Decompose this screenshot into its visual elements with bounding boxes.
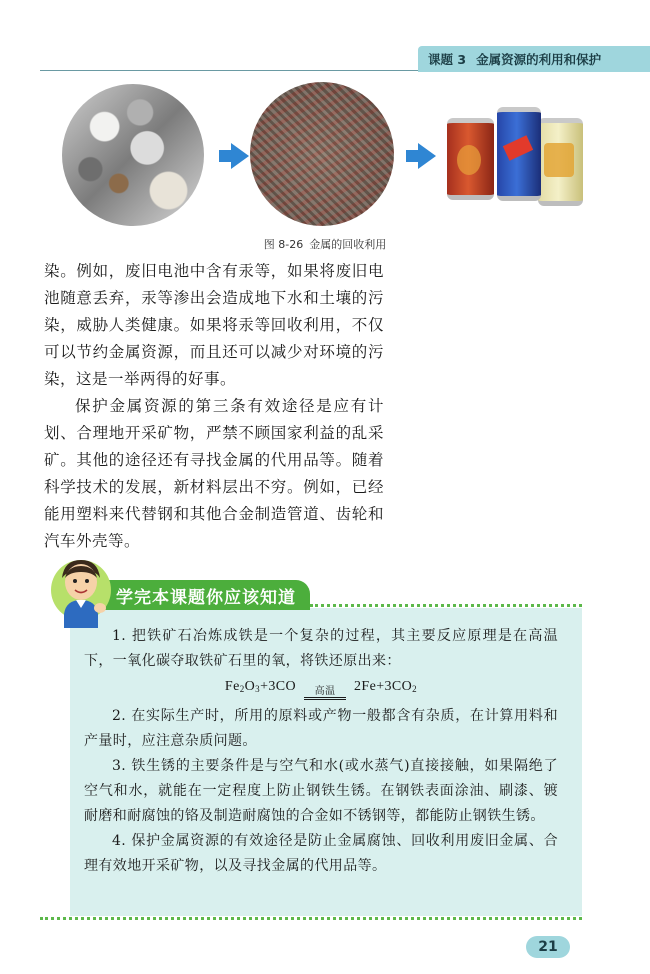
page-number: 21 (526, 936, 570, 958)
equals-sign (304, 697, 346, 700)
lesson-title: 金属资源的利用和保护 (476, 52, 602, 67)
can-blue (497, 107, 541, 201)
chapter-header (418, 46, 650, 72)
figure-caption-text: 金属的回收利用 (309, 238, 387, 251)
reaction-condition: 高温 (314, 686, 336, 697)
summary-bottom-border (40, 917, 582, 920)
waste-metal-photo (62, 84, 204, 226)
equation-right: $2Fe+3CO_2$ (354, 679, 418, 694)
body-text (44, 258, 384, 555)
lesson-label: 课题 3 (428, 52, 467, 67)
reaction-arrow (304, 686, 346, 700)
student-mascot-icon (48, 548, 114, 628)
summary-content (84, 624, 558, 879)
chemical-equation (84, 676, 558, 702)
summary-item-4: 4. 保护金属资源的有效途径是防止金属腐蚀、回收利用废旧金属、合理有效地开采矿物，以及寻找金属的代用品等。 (84, 833, 558, 874)
arrow-right-icon (418, 143, 436, 169)
summary-top-border (310, 604, 582, 607)
figure-caption (0, 236, 650, 252)
equation-left: $Fe_2O_3+3CO$ (224, 679, 297, 694)
figure-number: 图 8-26 (263, 238, 304, 251)
summary-title: 学完本课题你应该知道 (88, 580, 310, 610)
arrow-right-icon (231, 143, 249, 169)
can-orange (447, 118, 494, 200)
body-paragraph-2: 保护金属资源的第三条有效途径是应有计划、合理地开采矿物，严禁不顾国家利益的乱采矿。其他的途径还有寻找金属的代用品等。随着科学技术的发展，新材料层出不穷。例如，已经能用塑料来代替钢和其他合金制造管道、齿轮和汽车外壳等。 (44, 397, 384, 550)
body-paragraph-1: 染。例如，废旧电池中含有汞等，如果将废旧电池随意丢弃，汞等渗出会造成地下水和土壤的污染，威胁人类健康。如果将汞等回收利用，不仅可以节约金属资源，而且还可以减少对环境的污染，这是一举两得的好事。 (44, 262, 384, 388)
compressed-scrap-photo (250, 82, 394, 226)
summary-item-3: 3. 铁生锈的主要条件是与空气和水(或水蒸气)直接接触，如果隔绝了空气和水，就能在一定程度上防止钢铁生锈。在钢铁表面涂油、刷漆、镀耐磨和耐腐蚀的铬及制造耐腐蚀的合金如不锈钢等，都能防止钢铁生锈。 (84, 758, 558, 824)
summary-item-1: 1. 把铁矿石冶炼成铁是一个复杂的过程，其主要反应原理是在高温下，一氧化碳夺取铁矿石里的氧，将铁还原出来： (84, 628, 558, 669)
can-yellow (538, 118, 583, 206)
summary-item-2: 2. 在实际生产时，所用的原料或产物一般都含有杂质，在计算用料和产量时，应注意杂质问题。 (84, 708, 558, 749)
